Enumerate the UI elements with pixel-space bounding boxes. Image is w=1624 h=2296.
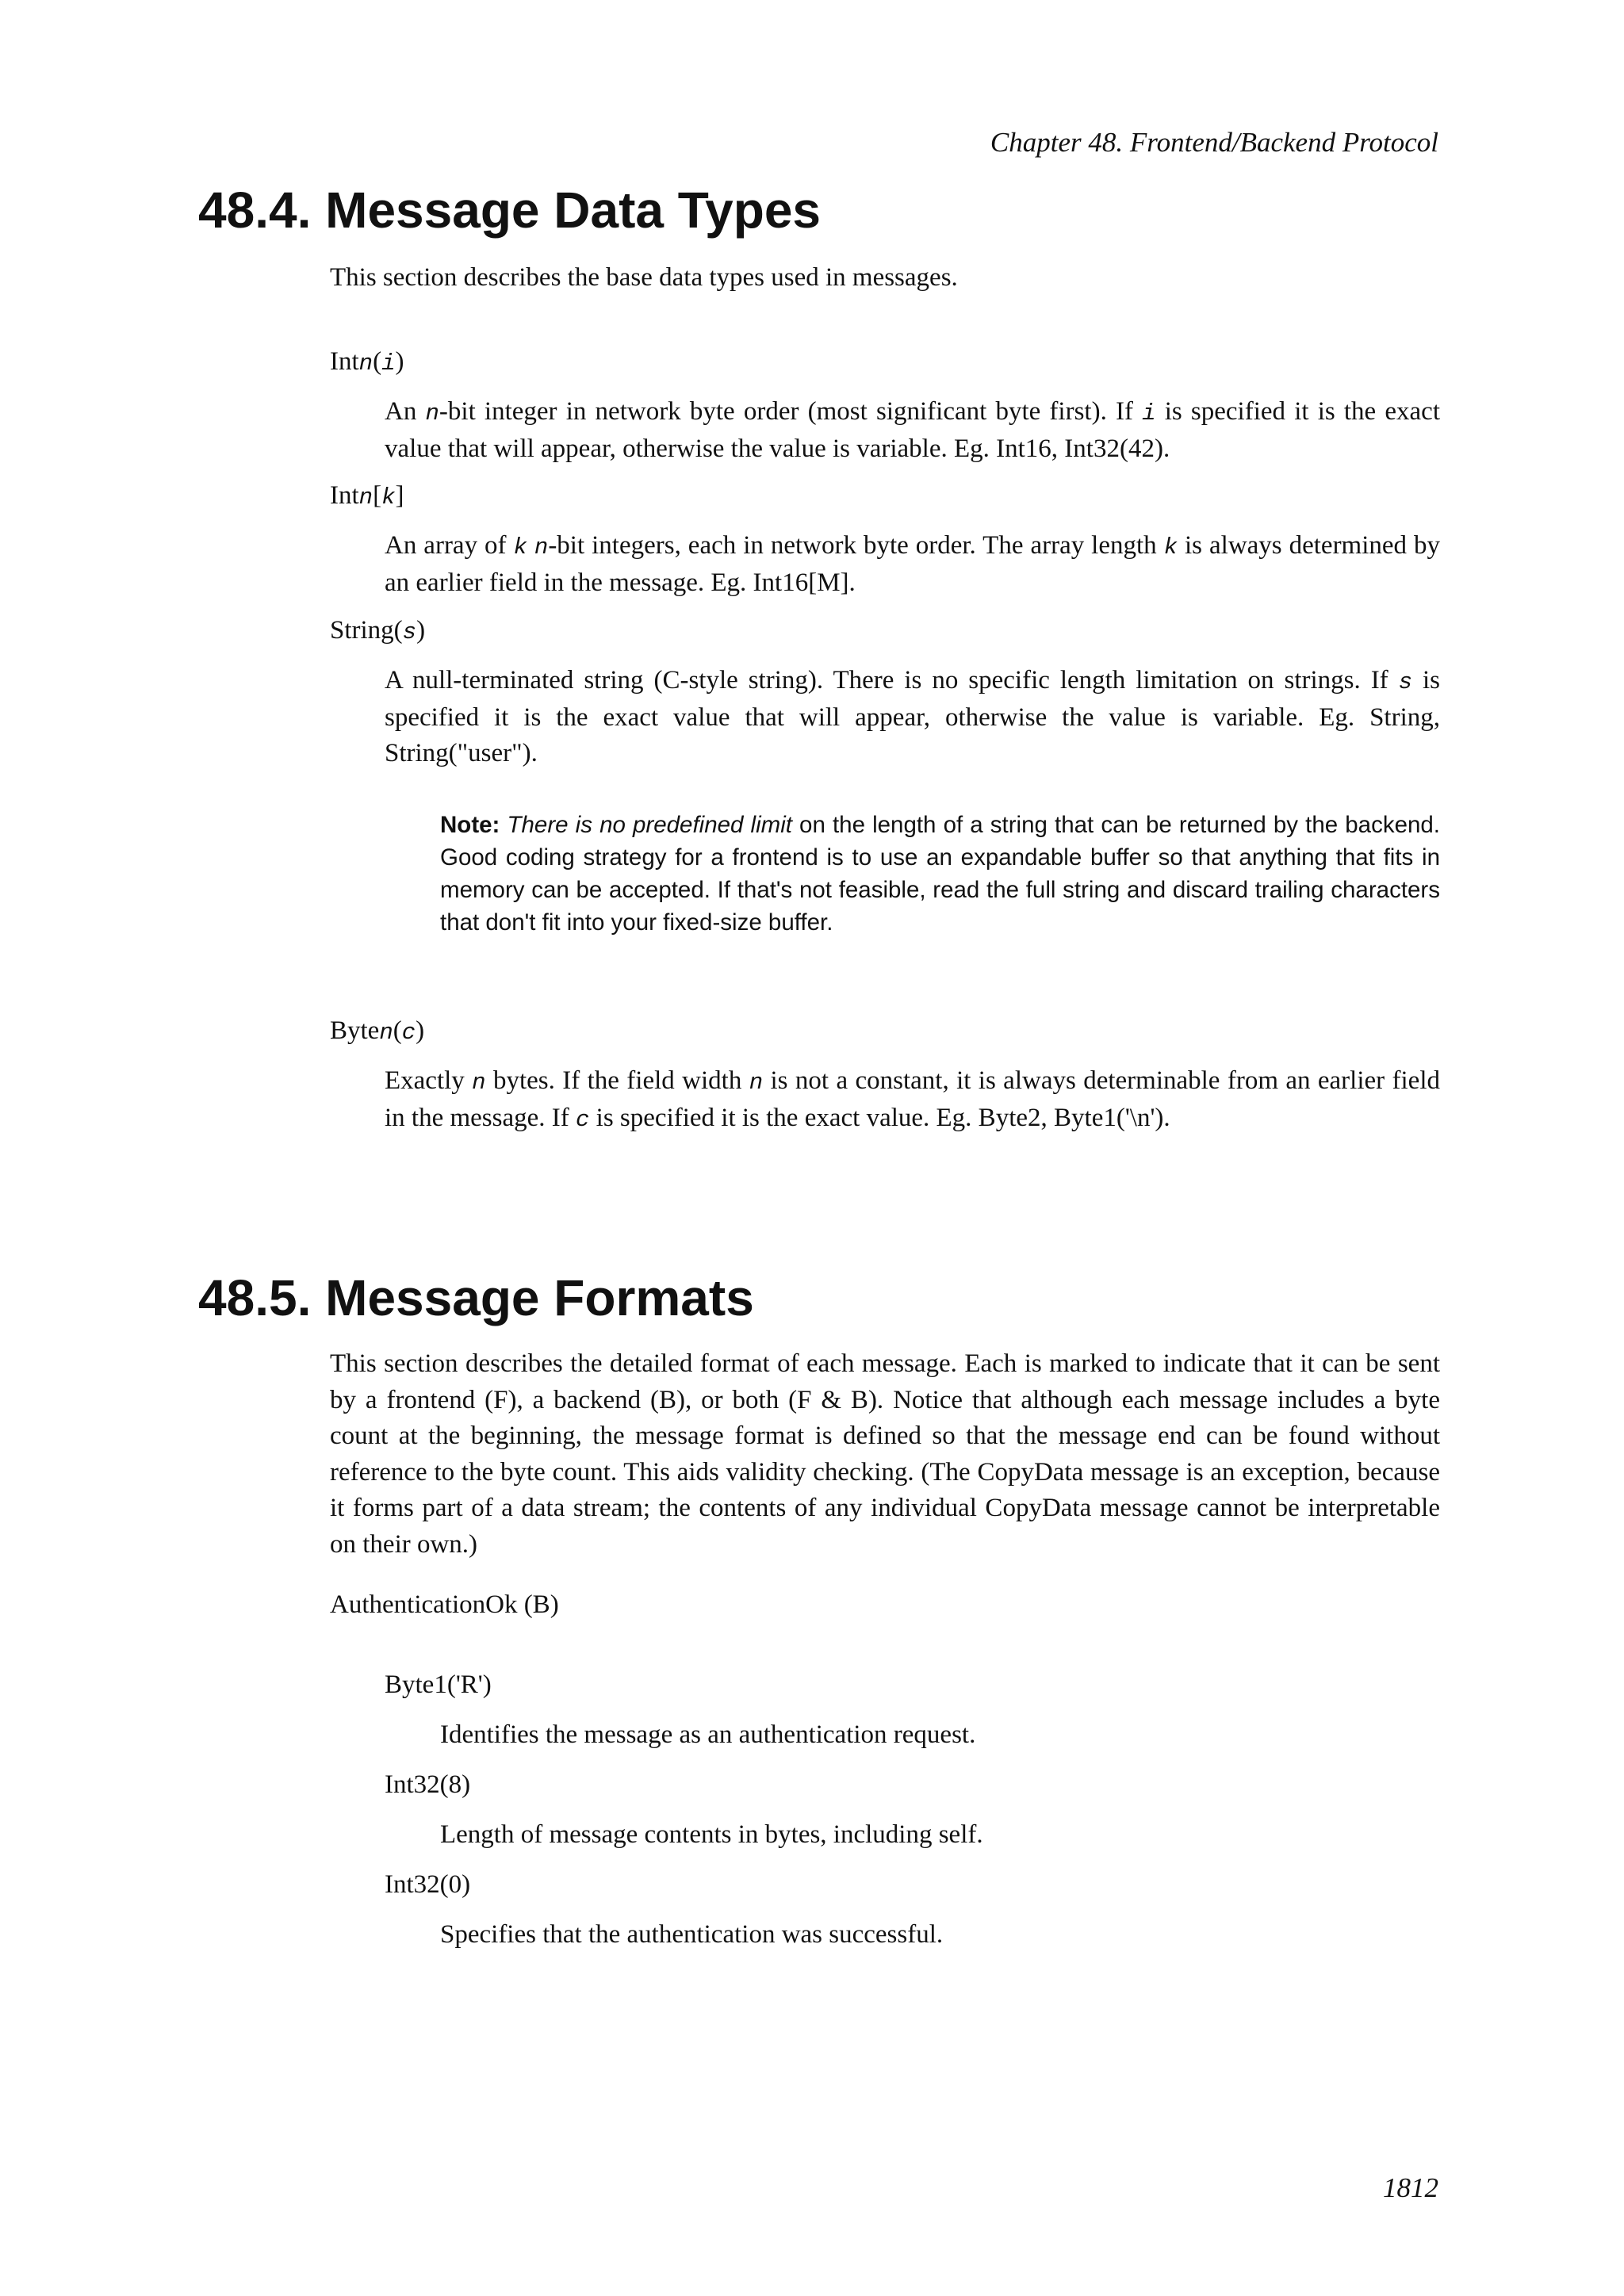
page-number: 1812	[1383, 2172, 1438, 2203]
term-string-s: String(s)	[330, 616, 426, 645]
field-desc-byte1-r: Identifies the message as an authentication request.	[440, 1720, 976, 1749]
field-term-int32-0: Int32(0)	[385, 1870, 471, 1899]
section-intro: This section describes the base data types used in messages.	[330, 263, 958, 292]
term-intn-i: Intn(i)	[330, 347, 404, 377]
running-header: Chapter 48. Frontend/Backend Protocol	[990, 127, 1438, 158]
field-desc-int32-0: Specifies that the authentication was successful.	[440, 1920, 944, 1949]
message-name-authentication-ok: AuthenticationOk (B)	[330, 1590, 559, 1619]
field-term-byte1-r: Byte1('R')	[385, 1670, 492, 1699]
field-term-int32-8: Int32(8)	[385, 1770, 471, 1799]
term-intn-k: Intn[k]	[330, 481, 404, 511]
section-intro-formats: This section describes the detailed format of each message. Each is marked to indicate that it can be sent by a frontend (F), a backend (B), or both (F & B). Notice that although each message includes a byte count at the beginning, the message format is defined so that the message end can be found without reference to the byte count. This aids validity checking. (The CopyData message is an exception, because it forms part of a data stream; the contents of any individual CopyData message cannot be interpretable on their own.)	[330, 1349, 1440, 1559]
note-block	[440, 809, 1440, 939]
field-desc-int32-8: Length of message contents in bytes, including self.	[440, 1820, 983, 1849]
definition-string-s: A null-terminated string (C-style string). There is no specific length limitation on strings. If s is specified it is the exact value that will appear, otherwise the value is variable. Eg. String, String("user").	[385, 666, 1440, 767]
definition-intn-k: An array of k n-bit integers, each in network byte order. The array length k is always determined by an earlier field in the message. Eg. Int16[M].	[385, 531, 1441, 597]
definition-intn-i: An n-bit integer in network byte order (most significant byte first). If i is specified it is the exact value that will appear, otherwise the value is variable. Eg. Int16, Int32(42).	[385, 397, 1440, 463]
note-emphasis: There is no predefined limit	[507, 812, 792, 838]
term-byten-c: Byten(c)	[330, 1016, 425, 1046]
note-label: Note:	[440, 812, 500, 838]
section-title-message-data-types: 48.4. Message Data Types	[198, 182, 821, 239]
note-text: on the length of a string that can be returned by the backend. Good coding strategy for a frontend is to use an expandable buffer so that anything that fits in memory can be accepted. If that's not feasible, read the full string and discard trailing characters that don't fit into your fixed-size buffer.	[440, 812, 1440, 936]
section-title-message-formats: 48.5. Message Formats	[198, 1269, 754, 1326]
definition-byten-c: Exactly n bytes. If the field width n is not a constant, it is always determinable from an earlier field in the message. If c is specified it is the exact value. Eg. Byte2, Byte1('\n').	[385, 1066, 1441, 1133]
